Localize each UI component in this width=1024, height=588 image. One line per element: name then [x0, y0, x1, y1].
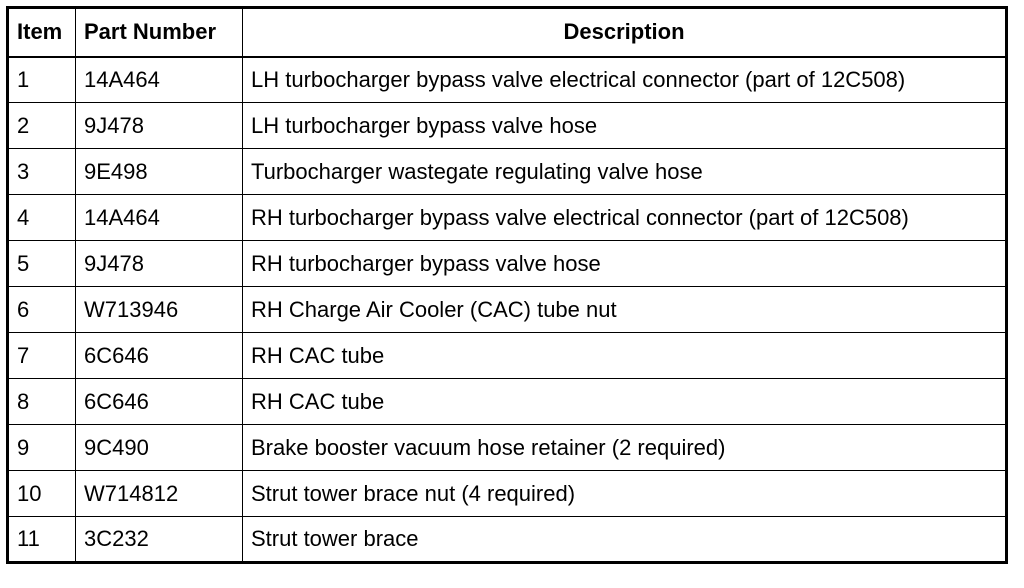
cell-description: RH CAC tube [243, 333, 1007, 379]
cell-item: 7 [8, 333, 76, 379]
cell-part-number: 6C646 [76, 379, 243, 425]
cell-description: Strut tower brace nut (4 required) [243, 471, 1007, 517]
cell-item: 11 [8, 517, 76, 563]
parts-table-container [6, 6, 1008, 564]
table-row [8, 103, 1007, 149]
table-row [8, 471, 1007, 517]
table-row [8, 425, 1007, 471]
header-row [8, 8, 1007, 57]
cell-part-number: 14A464 [76, 57, 243, 103]
cell-description: RH turbocharger bypass valve hose [243, 241, 1007, 287]
cell-item: 4 [8, 195, 76, 241]
cell-item: 3 [8, 149, 76, 195]
table-row [8, 57, 1007, 103]
cell-part-number: W713946 [76, 287, 243, 333]
column-header-item: Item [8, 8, 76, 57]
cell-description: Brake booster vacuum hose retainer (2 required) [243, 425, 1007, 471]
cell-description: RH CAC tube [243, 379, 1007, 425]
cell-description: RH turbocharger bypass valve electrical connector (part of 12C508) [243, 195, 1007, 241]
parts-table [6, 6, 1008, 564]
cell-item: 2 [8, 103, 76, 149]
cell-item: 5 [8, 241, 76, 287]
cell-part-number: 9J478 [76, 103, 243, 149]
table-row [8, 333, 1007, 379]
cell-part-number: 9E498 [76, 149, 243, 195]
cell-part-number: 3C232 [76, 517, 243, 563]
cell-part-number: W714812 [76, 471, 243, 517]
table-row [8, 379, 1007, 425]
cell-part-number: 9J478 [76, 241, 243, 287]
cell-description: Turbocharger wastegate regulating valve hose [243, 149, 1007, 195]
cell-item: 1 [8, 57, 76, 103]
cell-description: Strut tower brace [243, 517, 1007, 563]
table-row [8, 241, 1007, 287]
cell-description: LH turbocharger bypass valve electrical connector (part of 12C508) [243, 57, 1007, 103]
cell-description: LH turbocharger bypass valve hose [243, 103, 1007, 149]
table-row [8, 195, 1007, 241]
column-header-description: Description [243, 8, 1007, 57]
table-body [8, 57, 1007, 563]
table-header [8, 8, 1007, 57]
cell-item: 10 [8, 471, 76, 517]
cell-description: RH Charge Air Cooler (CAC) tube nut [243, 287, 1007, 333]
cell-item: 8 [8, 379, 76, 425]
column-header-part-number: Part Number [76, 8, 243, 57]
cell-part-number: 9C490 [76, 425, 243, 471]
table-row [8, 149, 1007, 195]
cell-part-number: 14A464 [76, 195, 243, 241]
table-row [8, 287, 1007, 333]
cell-item: 6 [8, 287, 76, 333]
cell-part-number: 6C646 [76, 333, 243, 379]
table-row [8, 517, 1007, 563]
cell-item: 9 [8, 425, 76, 471]
